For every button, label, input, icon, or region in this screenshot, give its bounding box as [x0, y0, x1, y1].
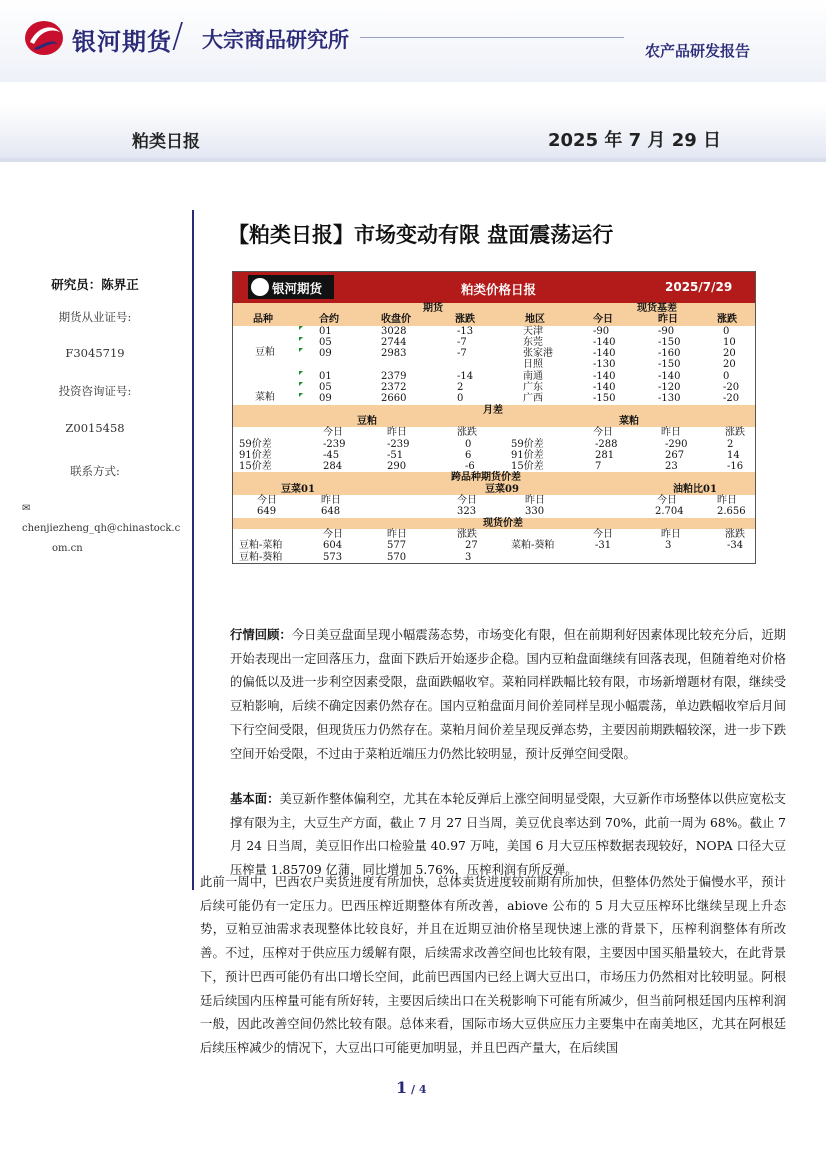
col-header: 今日: [457, 495, 477, 507]
table-cell: 3028: [381, 325, 407, 337]
col-header: 今日: [593, 427, 613, 439]
table-cell: -31: [595, 540, 612, 552]
table-cell: -34: [727, 540, 744, 552]
table-cell: -140: [593, 370, 616, 382]
header-divider: /: [172, 16, 184, 56]
table-row: [233, 439, 755, 450]
section-row-spot: [233, 518, 755, 529]
contact-label: 联系方式:: [70, 464, 120, 478]
col-header: 品种: [253, 314, 273, 326]
consult-label: 投资咨询证号:: [58, 384, 132, 398]
section-row-cross: [233, 472, 755, 483]
table-cell: 6: [465, 449, 472, 461]
table-row: [233, 337, 755, 348]
envelope-icon: ✉: [22, 503, 31, 514]
table-cell: -239: [387, 438, 410, 450]
cross-c: 油粕比01: [673, 483, 717, 495]
subheader-date: 2025 年 7 月 29 日: [548, 130, 722, 151]
table-cell: 2660: [381, 393, 407, 405]
table-cell: -288: [595, 438, 618, 450]
cross-headers: [233, 495, 755, 506]
table-cell: -140: [593, 348, 616, 360]
fundamental-text-a: 美豆新作整体偏利空，尤其在本轮反弹后上涨空间明显受限，大豆新作市场整体以供应宽松支撑有限为主，大豆生产方面，截止 7 月 27 日当周，美豆优良率达到 70%，此前一周为 68%。截止 7 月 24 日当周，美豆旧作出口检验量 40.97 万吨，美国 6 月大豆压榨数据表现较好，NOPA 口径大豆压榨量 1.85709 亿蒲，同比增加 5.76%，压榨利润有所反弹。: [230, 792, 787, 878]
table-cell: -140: [593, 336, 616, 348]
table-cell: 570: [387, 551, 407, 563]
brand-name: 银河期货: [72, 28, 172, 56]
table-brand: 银河期货: [272, 281, 323, 296]
fundamental-paragraph-b: [200, 871, 786, 1061]
col-header: 今日: [323, 528, 343, 540]
table-row: [233, 450, 755, 461]
table-cell: 59价差: [511, 438, 544, 450]
table-cell: 豆粕-菜粕: [239, 540, 283, 552]
col-header: 涨跌: [457, 427, 477, 439]
change-marker-icon: [299, 337, 303, 341]
change-marker-icon: [299, 371, 303, 375]
table-cell: -160: [658, 348, 681, 360]
email-line-2[interactable]: om.cn: [52, 543, 83, 554]
table-cell: -6: [465, 461, 475, 473]
fundamental-label: 基本面：: [230, 792, 280, 806]
col-header: 涨跌: [455, 314, 475, 326]
table-cell: 0: [723, 325, 730, 337]
col-header: 合约: [319, 314, 339, 326]
section-basis: 现货基差: [637, 303, 677, 314]
table-cell: 0: [457, 393, 464, 405]
col-header: 昨日: [661, 528, 681, 540]
section-spread: 月差: [483, 404, 503, 416]
table-cell: 张家港: [523, 348, 553, 360]
table-date: 2025/7/29: [665, 280, 733, 294]
table-cell: 290: [387, 461, 407, 473]
page-sep: /: [407, 1083, 419, 1096]
change-marker-icon: [299, 382, 303, 386]
table-cell: 东莞: [523, 336, 543, 348]
department-name: 大宗商品研究所: [202, 28, 349, 52]
table-cell: -14: [457, 370, 474, 382]
table-cell: 91价差: [239, 449, 272, 461]
section-spot: 现货价差: [483, 517, 523, 529]
sidebar-divider: [192, 210, 194, 890]
review-label: 行情回顾：: [230, 628, 292, 642]
col-header: 今日: [593, 314, 613, 326]
license-label: 期货从业证号:: [58, 310, 132, 324]
table-cell: -7: [457, 348, 467, 360]
fundamental-text-b: 此前一周中，巴西农户卖货进度有所加快，总体卖货进度较前期有所加快，但整体仍然处于偏慢水平，预计后续可能仍有一定压力。巴西压榨近期整体有所改善，abiove 公布的 5 月大豆压榨环比继续呈现上升态势，豆粕豆油需求表现整体比较良好，并且在近期豆油价格呈现快速上涨的背景下，压榨利润整体有所改善。不过，压榨对于供应压力缓解有限，后续需求改善空间也比较有限，主要因中国买船量较大，在此背景下，预计巴西可能仍有出口增长空间，此前巴西国内已经上调大豆出口，市场压力仍然相对比较明显。阿根廷后续国内压榨量可能有所好转，主要因后续出口在关税影响下可能有所减少，但当前阿根廷国内压榨利润一般，因此改善空间仍然比较有限。总体来看，国际市场大豆供应压力主要集中在南美地区，尤其在阿根廷后续压榨减少的情况下，大豆出口可能更加明显，并且巴西产量大，在后续国: [200, 875, 786, 1055]
galaxy-small-icon: [251, 278, 269, 296]
review-paragraph: [230, 624, 786, 766]
soy-label: 豆粕: [255, 346, 275, 358]
col-header: 涨跌: [725, 427, 745, 439]
col-header: 今日: [323, 427, 343, 439]
table-cell: 2: [727, 438, 734, 450]
table-cell: 天津: [523, 325, 543, 337]
table-cell: 604: [323, 540, 343, 552]
section-futures: 期货: [423, 303, 443, 314]
table-row: [233, 326, 755, 337]
col-header: 昨日: [525, 495, 545, 507]
col-header: 涨跌: [457, 528, 477, 540]
table-cell: 648: [321, 506, 341, 518]
spot-headers: [233, 529, 755, 540]
report-type: 农产品研发报告: [645, 42, 751, 60]
cross-values: [233, 506, 755, 517]
galaxy-logo-icon: [22, 18, 66, 58]
table-cell: 2744: [381, 336, 407, 348]
section-row-futures: [233, 303, 755, 314]
page-current: 1: [396, 1078, 408, 1097]
table-cell: 2983: [381, 348, 407, 360]
col-header: 涨跌: [725, 528, 745, 540]
table-cell: 05: [319, 336, 332, 348]
cross-subheader: [233, 484, 755, 495]
col-header: 昨日: [387, 427, 407, 439]
futures-rows: [233, 326, 755, 405]
table-cell: 广东: [523, 382, 543, 394]
table-cell: 330: [525, 506, 545, 518]
table-cell: -90: [593, 325, 610, 337]
table-row: [233, 393, 755, 404]
col-header: 地区: [525, 314, 545, 326]
review-text: 今日美豆盘面呈现小幅震荡态势，市场变化有限，但在前期利好因素体现比较充分后，近期开始表现出一定回落压力，盘面下跌后开始逐步企稳。国内豆粕盘面继续有回落表现，但随着绝对价格的偏低以及进一步利空因素受限，盘面跌幅收窄。菜粕同样跌幅比较有限，市场新增题材有限，继续受豆粕影响，后续不确定因素仍然存在。国内豆粕盘面月间价差同样呈现小幅震荡，单边跌幅收窄后月间下行空间受限，但现货压力仍然存在。菜粕月间价差呈现反弹态势，主要因前期跌幅较深，进一步下跌空间开始受限，不过由于菜粕近端压力仍然比较明显，预计反弹空间受限。: [230, 628, 786, 761]
table-row: [233, 359, 755, 370]
table-cell: -7: [457, 336, 467, 348]
table-cell: 09: [319, 348, 332, 360]
cross-a: 豆菜01: [281, 483, 315, 495]
table-cell: -140: [593, 382, 616, 394]
table-cell: -150: [658, 336, 681, 348]
table-cell: 281: [595, 449, 615, 461]
change-marker-icon: [299, 348, 303, 352]
table-row: [233, 348, 755, 359]
price-table: [232, 271, 756, 564]
table-cell: 01: [319, 370, 332, 382]
rapeseed-label: 菜粕: [255, 391, 275, 403]
table-cell: 2: [457, 382, 464, 394]
table-cell: -150: [593, 393, 616, 405]
researcher-name: 研究员：陈界正: [51, 277, 139, 292]
section-cross: 跨品种期货价差: [451, 472, 521, 484]
page-number: [396, 1078, 426, 1097]
table-cell: -130: [593, 359, 616, 371]
table-cell: 2372: [381, 382, 407, 394]
table-cell: 菜粕-葵粕: [511, 540, 555, 552]
table-cell: 15价差: [511, 461, 544, 473]
table-cell: -150: [658, 359, 681, 371]
table-cell: -20: [723, 382, 740, 394]
table-cell: 27: [465, 540, 478, 552]
spread-headers: [233, 427, 755, 438]
report-title: 【粕类日报】市场变动有限 盘面震荡运行: [228, 223, 614, 247]
table-cell: 91价差: [511, 449, 544, 461]
spread-subheader: [233, 416, 755, 427]
page-total: 4: [418, 1083, 427, 1096]
table-cell: -51: [387, 449, 404, 461]
table-cell: -140: [658, 370, 681, 382]
change-marker-icon: [299, 326, 303, 330]
col-header: 昨日: [658, 314, 678, 326]
table-cell: 323: [457, 506, 477, 518]
table-cell: 豆粕-葵粕: [239, 551, 283, 563]
table-cell: 10: [723, 336, 736, 348]
table-cell: 573: [323, 551, 343, 563]
table-cell: -239: [323, 438, 346, 450]
spot-rows: [233, 540, 755, 563]
col-header: 收盘价: [381, 314, 411, 326]
col-header: 今日: [593, 528, 613, 540]
email-block: [22, 499, 182, 559]
table-cell: 15价差: [239, 461, 272, 473]
table-cell: 20: [723, 359, 736, 371]
consult-number: Z0015458: [65, 421, 125, 435]
email-line-1[interactable]: chenjiezheng_qh@chinastock.c: [22, 523, 181, 534]
table-cell: 3: [665, 540, 672, 552]
table-header-bar: [233, 272, 755, 303]
table-row: [233, 552, 755, 563]
spread-soy: 豆粕: [357, 415, 377, 427]
table-cell: -16: [727, 461, 744, 473]
table-cell: 0: [465, 438, 472, 450]
license-number: F3045719: [65, 346, 125, 360]
change-marker-icon: [299, 393, 303, 397]
table-cell: 2.656: [717, 506, 746, 518]
table-cell: 59价差: [239, 438, 272, 450]
table-row: [233, 461, 755, 472]
table-cell: 09: [319, 393, 332, 405]
table-cell: -20: [723, 393, 740, 405]
table-cell: 日照: [523, 359, 543, 371]
table-cell: -290: [665, 438, 688, 450]
col-header: 涨跌: [717, 314, 737, 326]
table-cell: 2.704: [655, 506, 684, 518]
table-cell: 577: [387, 540, 407, 552]
table-cell: 广西: [523, 393, 543, 405]
table-logo: [248, 275, 334, 299]
table-row: [233, 382, 755, 393]
table-row: [233, 371, 755, 382]
table-cell: -90: [658, 325, 675, 337]
col-header: 昨日: [717, 495, 737, 507]
table-cell: 267: [665, 449, 685, 461]
table-column-headers: [233, 314, 755, 325]
table-cell: -120: [658, 382, 681, 394]
fundamental-paragraph-a: [230, 788, 786, 883]
table-cell: 23: [665, 461, 678, 473]
subheader-title: 粕类日报: [132, 132, 200, 152]
table-cell: 2379: [381, 370, 407, 382]
col-header: 昨日: [321, 495, 341, 507]
table-cell: 649: [257, 506, 277, 518]
table-title: 粕类价格日报: [461, 282, 537, 297]
cross-b: 豆菜09: [485, 483, 519, 495]
table-cell: 0: [723, 370, 730, 382]
table-row: [233, 540, 755, 551]
table-cell: -13: [457, 325, 474, 337]
table-cell: 01: [319, 325, 332, 337]
header-rule: [360, 37, 624, 38]
table-cell: 7: [595, 461, 602, 473]
spread-rape: 菜粕: [619, 415, 639, 427]
table-cell: 3: [465, 551, 472, 563]
table-cell: 05: [319, 382, 332, 394]
spread-rows: [233, 439, 755, 473]
section-row-spread: [233, 405, 755, 416]
col-header: 昨日: [661, 427, 681, 439]
table-cell: 284: [323, 461, 343, 473]
table-cell: -45: [323, 449, 340, 461]
table-cell: 20: [723, 348, 736, 360]
table-cell: 南通: [523, 370, 543, 382]
table-cell: -130: [658, 393, 681, 405]
col-header: 今日: [657, 495, 677, 507]
table-cell: 14: [727, 449, 740, 461]
col-header: 今日: [257, 495, 277, 507]
col-header: 昨日: [387, 528, 407, 540]
